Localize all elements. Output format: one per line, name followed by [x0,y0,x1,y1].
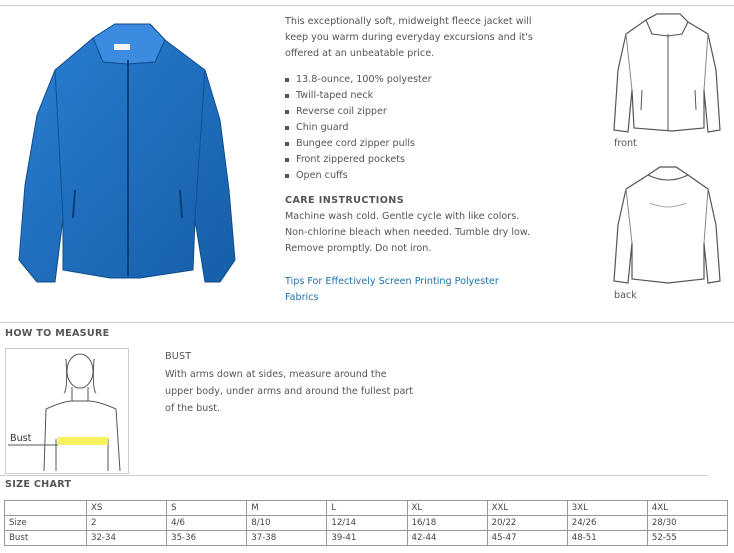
size-chart-title: SIZE CHART [5,479,72,490]
table-header-cell: XXL [487,501,567,516]
table-cell: 12/14 [327,516,407,531]
table-row [5,516,728,531]
table-header-cell: XS [87,501,167,516]
table-row [5,531,728,546]
table-cell: 32-34 [87,531,167,546]
table-header-cell [5,501,87,516]
table-cell: 20/22 [487,516,567,531]
table-cell: 2 [87,516,167,531]
feature-list [285,72,432,184]
table-cell: 8/10 [247,516,327,531]
top-divider [0,5,734,6]
feature-item: Open cuffs [285,168,432,184]
feature-item: 13.8-ounce, 100% polyester [285,72,432,88]
table-cell: 52-55 [647,531,727,546]
feature-item: Bungee cord zipper pulls [285,136,432,152]
jacket-product-photo [15,20,243,298]
table-cell: 28/30 [647,516,727,531]
front-label: front [614,138,637,149]
table-cell: 45-47 [487,531,567,546]
table-cell: 37-38 [247,531,327,546]
table-header-cell: 4XL [647,501,727,516]
how-to-measure-title: HOW TO MEASURE [5,328,110,339]
size-chart-divider [0,475,708,476]
table-cell: 48-51 [567,531,647,546]
table-header-cell: M [247,501,327,516]
bust-instructions: With arms down at sides, measure around the upper body, under arms and around the fullest part of the bust. [165,369,414,414]
feature-item: Front zippered pockets [285,152,432,168]
table-cell: Bust [5,531,87,546]
feature-item: Twill-taped neck [285,88,432,104]
table-cell: 35-36 [167,531,247,546]
table-header-cell: L [327,501,407,516]
table-cell: Size [5,516,87,531]
table-header-cell: 3XL [567,501,647,516]
section-divider [0,322,734,323]
bust-figure-drawing [6,349,128,473]
table-cell: 16/18 [407,516,487,531]
table-header-cell: S [167,501,247,516]
bust-measurement-figure [5,348,129,474]
table-cell: 39-41 [327,531,407,546]
table-header-cell: XL [407,501,487,516]
bust-figure-label: Bust [10,433,32,444]
product-description: This exceptionally soft, midweight fleece jacket will keep you warm during everyday excursions and it's offered at an unbeatable price. [285,16,533,59]
feature-item: Reverse coil zipper [285,104,432,120]
care-instructions-title: CARE INSTRUCTIONS [285,195,405,206]
table-cell: 42-44 [407,531,487,546]
table-header-row [5,501,728,516]
table-cell: 24/26 [567,516,647,531]
bust-title: BUST [165,351,192,362]
jacket-back-drawing [612,163,722,287]
care-instructions-text: Machine wash cold. Gentle cycle with like colors. Non-chlorine bleach when needed. Tumble dry low. Remove promptly. Do not iron. [285,211,530,254]
feature-item: Chin guard [285,120,432,136]
size-chart-table [4,500,728,546]
screen-printing-tips-link[interactable]: Tips For Effectively Screen Printing Polyester Fabrics [285,276,499,303]
jacket-front-drawing [612,10,722,136]
back-label: back [614,290,637,301]
table-cell: 4/6 [167,516,247,531]
